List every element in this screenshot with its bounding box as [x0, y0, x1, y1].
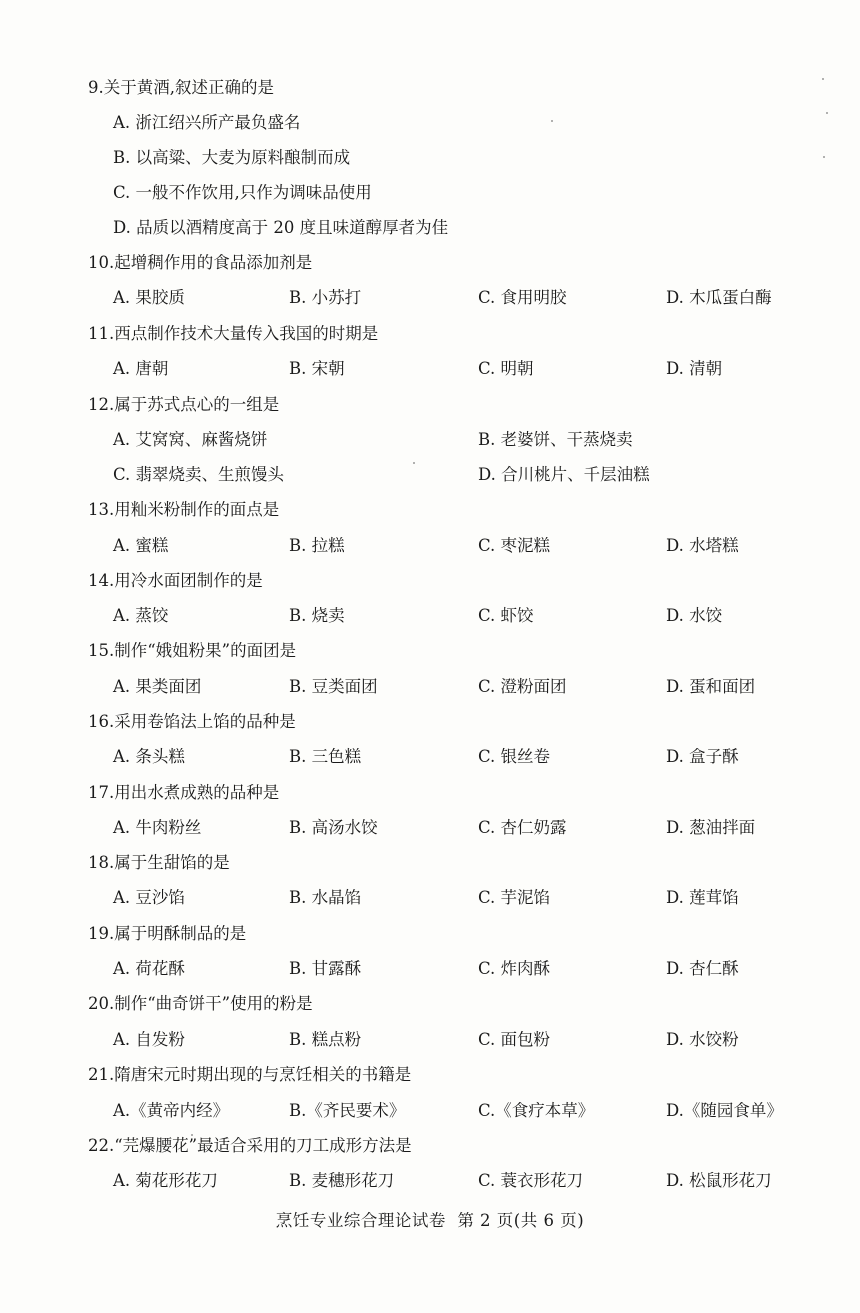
option-b: B.《齐民要术》 — [289, 1101, 406, 1120]
question-14 — [0, 566, 860, 596]
option-d: D. 水塔糕 — [666, 536, 739, 555]
option-a: A. 荷花酥 — [113, 959, 185, 978]
option-a: A. 菊花形花刀 — [113, 1171, 218, 1190]
option-a: A. 浙江绍兴所产最负盛名 — [113, 113, 301, 132]
question-12 — [0, 390, 860, 420]
question-stem: 10.起增稠作用的食品添加剂是 — [88, 253, 313, 272]
option-a: A. 蒸饺 — [113, 606, 169, 625]
option-row — [0, 178, 860, 208]
option-b: B. 水晶馅 — [289, 888, 362, 907]
option-c: C. 明朝 — [478, 359, 534, 378]
question-22 — [0, 1131, 860, 1161]
page-footer — [0, 1206, 860, 1236]
option-row — [0, 742, 860, 772]
option-d: D. 蛋和面团 — [666, 677, 756, 696]
question-10 — [0, 248, 860, 278]
option-c: C. 芋泥馅 — [478, 888, 551, 907]
option-d: D.《随园食单》 — [666, 1101, 783, 1120]
option-row — [0, 531, 860, 561]
option-a: A. 自发粉 — [113, 1030, 185, 1049]
question-19 — [0, 919, 860, 949]
option-row — [0, 601, 860, 631]
option-row — [0, 354, 860, 384]
option-c: C. 面包粉 — [478, 1030, 551, 1049]
option-d: D. 莲茸馅 — [666, 888, 739, 907]
question-stem: 22.“芫爆腰花”最适合采用的刀工成形方法是 — [88, 1136, 412, 1155]
question-stem: 14.用冷水面团制作的是 — [88, 571, 263, 590]
question-18 — [0, 848, 860, 878]
option-row — [0, 672, 860, 702]
option-row — [0, 108, 860, 138]
option-b: B. 三色糕 — [289, 747, 362, 766]
exam-title: 烹饪专业综合理论试卷 — [275, 1211, 446, 1230]
option-c: C. 银丝卷 — [478, 747, 551, 766]
option-c: C. 澄粉面团 — [478, 677, 567, 696]
option-row — [0, 1025, 860, 1055]
option-row — [0, 1166, 860, 1196]
option-d: D. 葱油拌面 — [666, 818, 756, 837]
question-stem: 17.用出水煮成熟的品种是 — [88, 783, 280, 802]
scan-speck — [413, 462, 415, 464]
option-a: A. 条头糕 — [113, 747, 185, 766]
option-row — [0, 883, 860, 913]
option-c: C. 食用明胶 — [478, 288, 567, 307]
option-b: B. 宋朝 — [289, 359, 345, 378]
option-b: B. 拉糕 — [289, 536, 345, 555]
question-21 — [0, 1060, 860, 1090]
question-stem: 9.关于黄酒,叙述正确的是 — [88, 78, 274, 97]
option-b: B. 小苏打 — [289, 288, 362, 307]
scan-speck — [551, 120, 553, 122]
question-stem: 15.制作“娥姐粉果”的面团是 — [88, 641, 297, 660]
option-b: B. 烧卖 — [289, 606, 345, 625]
option-c: C. 翡翠烧卖、生煎馒头 — [113, 465, 285, 484]
scan-speck — [191, 1134, 193, 1136]
scan-speck — [822, 78, 824, 80]
option-b: B. 甘露酥 — [289, 959, 362, 978]
option-b: B. 糕点粉 — [289, 1030, 362, 1049]
option-a: A. 牛肉粉丝 — [113, 818, 202, 837]
question-stem: 18.属于生甜馅的是 — [88, 853, 230, 872]
question-stem: 12.属于苏式点心的一组是 — [88, 395, 280, 414]
option-d: D. 松鼠形花刀 — [666, 1171, 772, 1190]
option-a: A. 蜜糕 — [113, 536, 169, 555]
option-d: D. 清朝 — [666, 359, 723, 378]
option-row — [0, 283, 860, 313]
option-c: C. 杏仁奶露 — [478, 818, 567, 837]
scan-speck — [823, 156, 825, 158]
option-d: D. 水饺粉 — [666, 1030, 739, 1049]
question-stem: 11.西点制作技术大量传入我国的时期是 — [88, 324, 379, 343]
question-15 — [0, 636, 860, 666]
option-row — [0, 213, 860, 243]
option-a: A. 艾窝窝、麻酱烧饼 — [113, 430, 268, 449]
option-d: D. 杏仁酥 — [666, 959, 739, 978]
option-row — [0, 813, 860, 843]
question-16 — [0, 707, 860, 737]
option-d: D. 木瓜蛋白酶 — [666, 288, 772, 307]
option-c: C. 枣泥糕 — [478, 536, 551, 555]
option-a: A. 豆沙馅 — [113, 888, 185, 907]
question-13 — [0, 495, 860, 525]
option-row — [0, 143, 860, 173]
option-row — [0, 954, 860, 984]
option-b: B. 以高粱、大麦为原料酿制而成 — [113, 148, 351, 167]
option-d: D. 合川桃片、千层油糕 — [478, 465, 650, 484]
question-stem: 20.制作“曲奇饼干”使用的粉是 — [88, 994, 313, 1013]
question-17 — [0, 778, 860, 808]
option-a: A. 唐朝 — [113, 359, 169, 378]
option-d: D. 盒子酥 — [666, 747, 739, 766]
question-11 — [0, 319, 860, 349]
question-stem: 19.属于明酥制品的是 — [88, 924, 247, 943]
option-a: A. 果胶质 — [113, 288, 185, 307]
option-c: C. 一般不作饮用,只作为调味品使用 — [113, 183, 372, 202]
question-stem: 16.采用卷馅法上馅的品种是 — [88, 712, 296, 731]
option-c: C. 炸肉酥 — [478, 959, 551, 978]
question-stem: 21.隋唐宋元时期出现的与烹饪相关的书籍是 — [88, 1065, 412, 1084]
option-row — [0, 425, 860, 455]
option-c: C.《食疗本草》 — [478, 1101, 595, 1120]
option-c: C. 蓑衣形花刀 — [478, 1171, 584, 1190]
option-row — [0, 460, 860, 490]
option-d: D. 水饺 — [666, 606, 723, 625]
page-number: 第 2 页(共 6 页) — [457, 1211, 585, 1230]
option-c: C. 虾饺 — [478, 606, 534, 625]
option-d: D. 品质以酒精度高于 20 度且味道醇厚者为佳 — [113, 218, 449, 237]
option-b: B. 高汤水饺 — [289, 818, 378, 837]
question-20 — [0, 989, 860, 1019]
scan-speck — [826, 112, 828, 114]
option-b: B. 麦穗形花刀 — [289, 1171, 395, 1190]
question-stem: 13.用籼米粉制作的面点是 — [88, 500, 280, 519]
option-a: A.《黄帝内经》 — [113, 1101, 230, 1120]
option-row — [0, 1096, 860, 1126]
question-9 — [0, 73, 860, 103]
option-b: B. 老婆饼、干蒸烧卖 — [478, 430, 633, 449]
option-b: B. 豆类面团 — [289, 677, 378, 696]
option-a: A. 果类面团 — [113, 677, 202, 696]
